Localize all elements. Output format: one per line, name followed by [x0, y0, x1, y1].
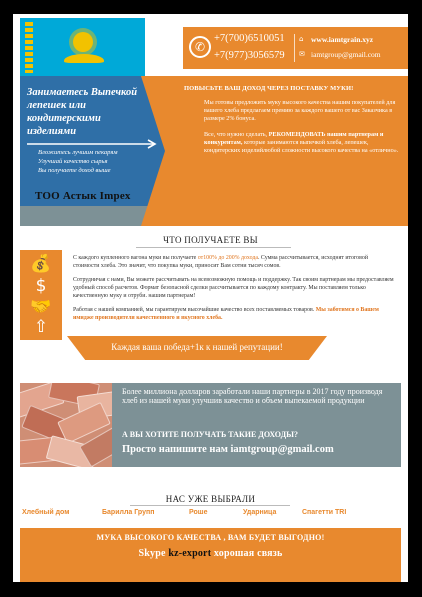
- dollar-hand-icon: $: [35, 276, 47, 296]
- client-item: Ударница: [243, 509, 277, 516]
- benefits-p3-highlight: Мы заботимся о Вашем имидже производителя качественного и вкусного хлеба.: [73, 307, 379, 321]
- hero-sub-line-2: Улучшай качество сырья: [38, 158, 108, 165]
- reputation-banner-text: Каждая ваша победа+1к к нашей репутации!: [111, 342, 283, 352]
- benefits-text: [73, 254, 395, 328]
- benefits-paragraph-3: [73, 306, 395, 322]
- offer-text: [204, 99, 402, 162]
- client-item: Роше: [189, 509, 208, 516]
- write-us-callout: [122, 444, 334, 455]
- write-us-email[interactable]: iamtgroup@gmail.com: [230, 444, 334, 455]
- contact-bar: [183, 27, 408, 69]
- benefits-title: ЧТО ПОЛУЧАЕТЕ ВЫ: [163, 235, 258, 245]
- offer-p2-end: которые занимаются выпечкой хлеба, лепешек, кондитерских изделийлюбой сложности высокого качества на «отлично».: [204, 138, 399, 155]
- hero-sub-line-1: Вложитесь лучшим пекарям: [38, 149, 118, 156]
- home-icon: ⌂: [299, 35, 304, 43]
- benefits-title-rule: [136, 247, 291, 248]
- flag-sun: [73, 32, 93, 52]
- skype-label: Skype: [138, 548, 169, 559]
- hero-subtitle: [38, 148, 148, 175]
- hero-title: Занимаетесь Выпечкой лепешек или кондитерскими изделиями: [27, 87, 138, 137]
- handshake-icon: 🤝: [30, 297, 52, 317]
- benefits-p3-start: Работая с нашей компанией, мы гарантируем высочайшие качество всех поставляемых товаров.: [73, 307, 316, 313]
- client-item: Спагетти TRI: [302, 509, 347, 516]
- email-link[interactable]: iamtgroup@gmail.com: [311, 50, 381, 59]
- banknotes-photo: [20, 383, 112, 467]
- clients-title-rule: [130, 505, 290, 506]
- client-item: Хлебный дом: [22, 509, 70, 516]
- offer-paragraph-2: [204, 131, 402, 156]
- footer-slogan: МУКА ВЫСОКОГО КАЧЕСТВА , ВАМ БУДЕТ ВЫГОДНО!: [96, 533, 325, 542]
- benefits-p1-highlight: от100% до 200% дохода: [197, 255, 258, 261]
- contact-divider: [294, 34, 295, 62]
- income-question: А ВЫ ХОТИТЕ ПОЛУЧАТЬ ТАКИЕ ДОХОДЫ?: [122, 430, 298, 439]
- clients-list: [22, 509, 407, 521]
- flyer-page: [13, 14, 408, 582]
- phone-number-2[interactable]: +7(977)3056579: [214, 50, 285, 61]
- phone-numbers: [214, 30, 285, 64]
- kazakhstan-flag: [20, 18, 145, 77]
- website-link[interactable]: www.iamtgrain.xyz: [311, 35, 374, 44]
- benefits-p1-start: С каждого купленного вагона муки вы получаете: [73, 255, 198, 261]
- company-name: ТОО Астык Impex: [35, 190, 131, 202]
- skype-handle[interactable]: kz-export: [168, 548, 212, 559]
- benefits-paragraph-2: Сотрудничая с нами, Вы можете рассчитывать на всевозможную помощь и поддержку. Так своим партнерам мы предоставляем удобный способ расчетов. Формат безопасной сделки рассчитывается по каждому контракту. Мы поставляем только качественную муку и отруби. нашим партнерам!: [73, 277, 394, 299]
- flag-ornament: [25, 22, 33, 73]
- email-icon: ✉: [299, 50, 305, 58]
- offer-p2-bold: РЕКОМЕНДОВАТЬ нашим партнерам и конкурентам,: [204, 130, 384, 146]
- offer-paragraph-1: Мы готовы предложить муку высокого качества нашим покупателей для вашего хлеба предлагаем премию за каждого вашего от вас Заказчика в размере 2% бонуса.: [204, 99, 396, 123]
- phone-number-1[interactable]: +7(700)6510051: [214, 33, 285, 44]
- growth-people-icon: ⇧: [33, 317, 49, 337]
- offer-p2-start: Все, что нужно сделать,: [204, 130, 269, 138]
- skype-suffix: хорошая связь: [211, 548, 283, 559]
- income-intro: Более миллиона долларов заработали наши партнеры в 2017 году производя хлеб из нашей муки улучшив качество и объем выпекаемой продукции: [122, 387, 383, 405]
- benefit-icons-column: [20, 250, 62, 340]
- offer-heading: ПОВЫСЬТЕ ВАШ ДОХОД ЧЕРЕЗ ПОСТАВКУ МУКИ!: [184, 85, 354, 92]
- write-us-label: Просто напишите нам: [122, 444, 231, 455]
- web-contacts: [299, 32, 381, 62]
- money-bag-icon: 💰: [30, 254, 52, 274]
- footer-skype: [20, 548, 401, 559]
- clients-title: НАС УЖЕ ВЫБРАЛИ: [165, 494, 256, 504]
- flag-eagle: [64, 54, 104, 63]
- benefits-p1-end: . Сумма рассчитывается, исходнят итоговой стоимости хлеба. Это значит, что покупка муки, приносит Вам сотни тысяч сомов.: [73, 255, 368, 269]
- hero-sub-line-3: Вы получаете доход выше: [38, 167, 111, 174]
- benefits-paragraph-1: [73, 254, 395, 270]
- phone-icon: ✆: [189, 36, 211, 58]
- client-item: Барилла Групп: [102, 509, 155, 516]
